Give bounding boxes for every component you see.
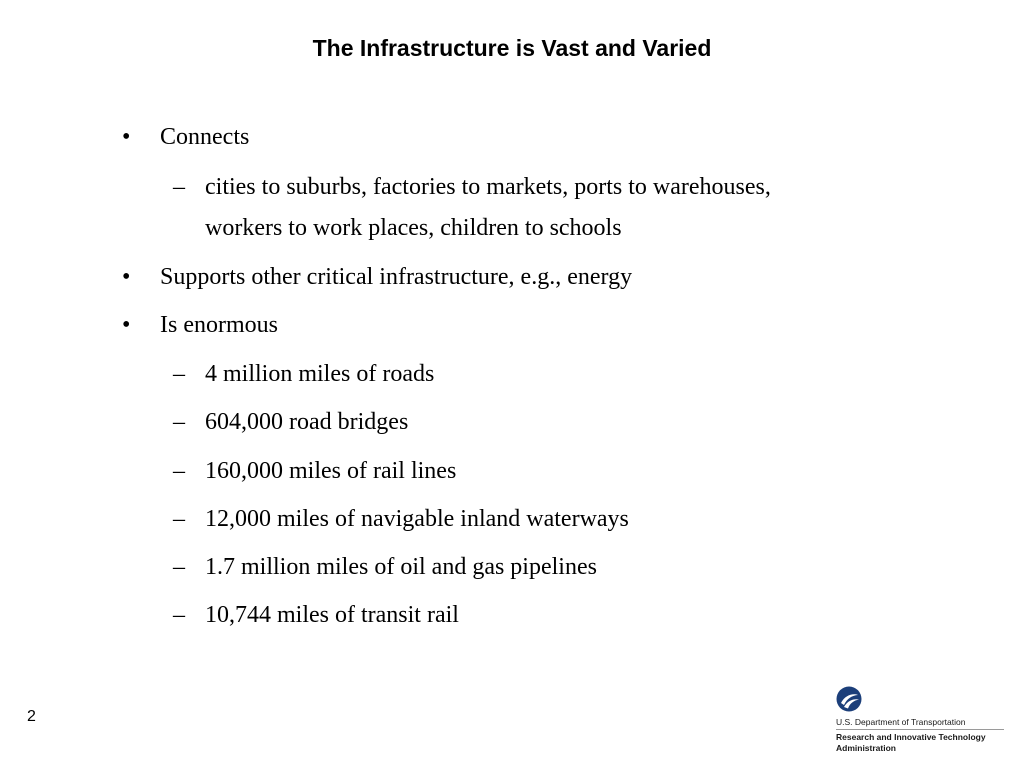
logo-divider xyxy=(836,729,1004,730)
sub-bullet-roads xyxy=(173,354,435,395)
rita-logo xyxy=(836,686,1016,756)
sub-bullet-marker: – xyxy=(173,602,185,628)
sub-bullet-marker: – xyxy=(173,458,185,484)
bullet-text: Connects xyxy=(160,124,250,150)
sub-bullet-waterways xyxy=(173,499,629,540)
sub-bullet-pipelines xyxy=(173,547,597,588)
logo-agency-text xyxy=(836,732,986,753)
sub-bullet-text: 12,000 miles of navigable inland waterways xyxy=(205,506,629,532)
sub-bullet-rail-lines xyxy=(173,451,457,492)
sub-bullet-marker: – xyxy=(173,554,185,580)
bullet-connects xyxy=(122,117,250,158)
slide-title: The Infrastructure is Vast and Varied xyxy=(312,35,712,61)
logo-agency-line: Research and Innovative Technology xyxy=(836,732,986,742)
bullet-marker: • xyxy=(122,264,131,290)
sub-bullet-text: 604,000 road bridges xyxy=(205,409,409,435)
sub-bullet-text-line: workers to work places, children to schools xyxy=(205,215,622,241)
bullet-text: Supports other critical infrastructure, e.g., energy xyxy=(160,264,633,290)
sub-bullet-text: 160,000 miles of rail lines xyxy=(205,458,457,484)
logo-agency-line: Administration xyxy=(836,742,896,753)
sub-bullet-text: 4 million miles of roads xyxy=(205,361,435,387)
bullet-text: Is enormous xyxy=(160,312,278,338)
sub-bullet-marker: – xyxy=(173,361,185,387)
sub-bullet-marker: – xyxy=(173,174,185,200)
bullet-marker: • xyxy=(122,312,131,338)
sub-bullet-marker: – xyxy=(173,409,185,435)
sub-bullet-text: 1.7 million miles of oil and gas pipelines xyxy=(205,554,597,580)
logo-department-text: U.S. Department of Transportation xyxy=(836,717,966,727)
sub-bullet-connects xyxy=(173,167,771,208)
bullet-enormous xyxy=(122,305,278,346)
sub-bullet-marker: – xyxy=(173,506,185,532)
sub-bullet-text-line: cities to suburbs, factories to markets, ports to warehouses, xyxy=(205,174,771,200)
page-number: 2 xyxy=(27,708,36,725)
sub-bullet-transit-rail xyxy=(173,595,459,636)
sub-bullet-text: 10,744 miles of transit rail xyxy=(205,602,459,628)
bullet-marker: • xyxy=(122,124,131,150)
sub-bullet-bridges xyxy=(173,402,409,443)
dot-logo-icon xyxy=(836,686,862,712)
bullet-supports xyxy=(122,257,633,298)
sub-bullet-connects-continued xyxy=(205,208,622,249)
